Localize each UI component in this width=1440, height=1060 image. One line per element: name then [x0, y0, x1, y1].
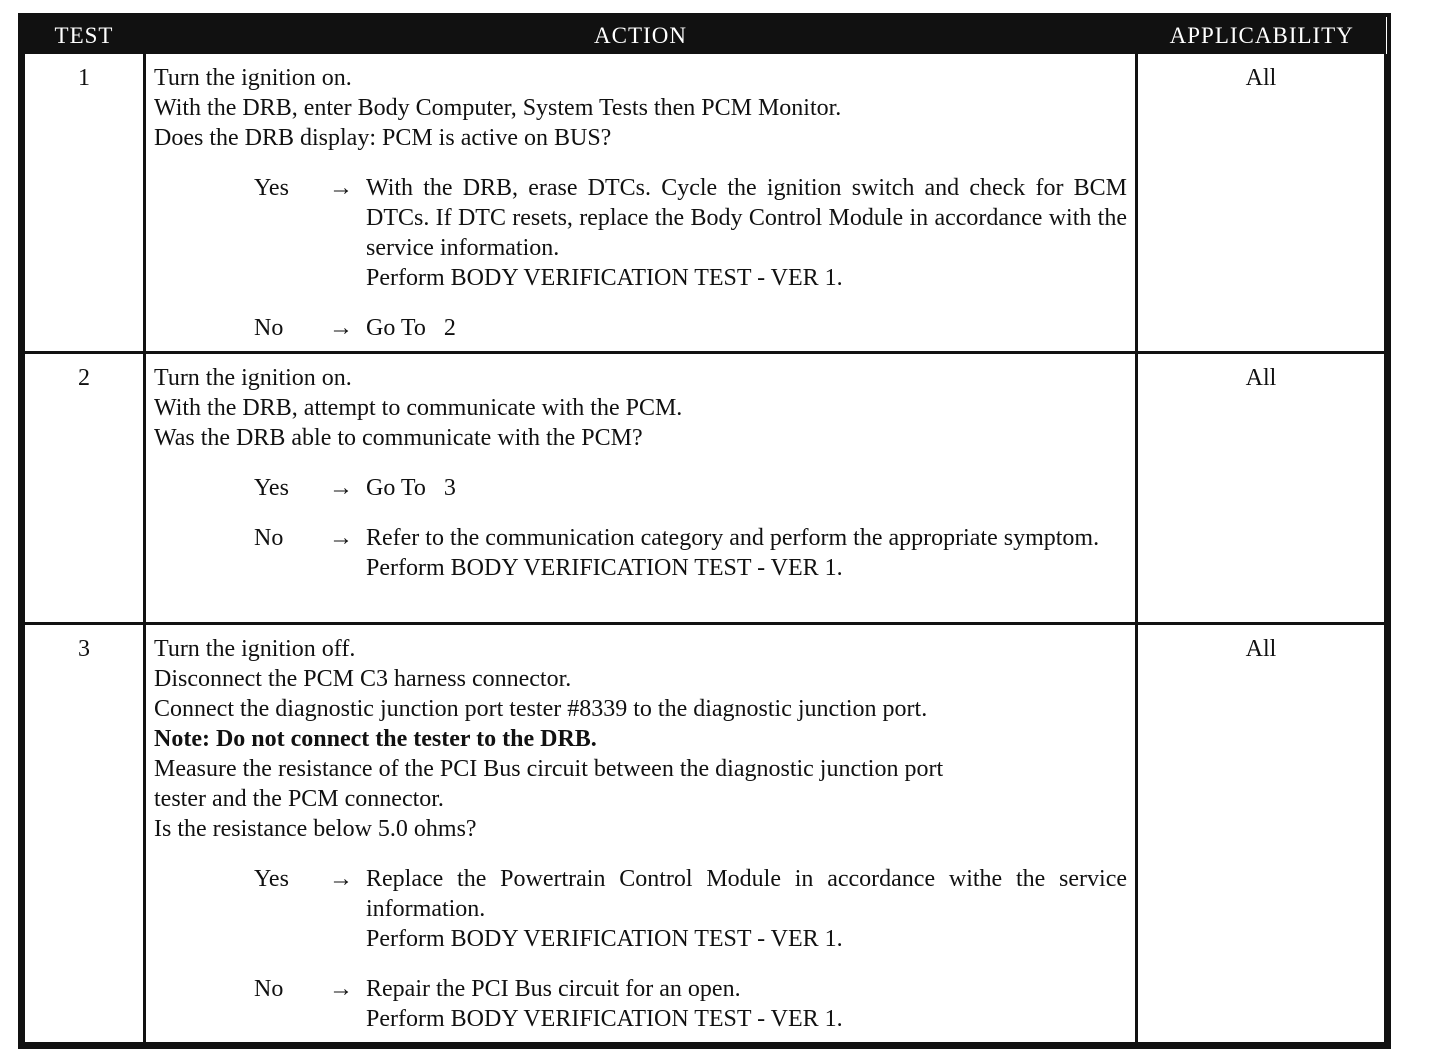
outcome-label: No [254, 525, 284, 551]
action-cell [145, 624, 1137, 1044]
test-number: 2 [24, 353, 145, 624]
step: Turn the ignition off. [154, 636, 356, 662]
outcome-no [154, 974, 1127, 1034]
outcome-label: No [254, 976, 284, 1002]
applicability-value: All [1137, 624, 1386, 1044]
right-arrow-icon: → [329, 475, 353, 501]
outcome-text [366, 173, 1127, 293]
outcome-line: With the DRB, erase DTCs. Cycle the ignition switch and check for BCM DTCs. If DTC resets, replace the Body Control Module in accordance with the service information. [366, 175, 1127, 261]
step: tester and the PCM connector. [154, 786, 444, 812]
outcome-line: Go To 2 [366, 315, 456, 341]
diagnostic-table [18, 13, 1391, 1049]
step: Disconnect the PCM C3 harness connector. [154, 666, 572, 692]
right-arrow-icon: → [329, 315, 353, 341]
header-row [24, 17, 1386, 54]
step: Turn the ignition on. [154, 365, 352, 391]
outcome-yes [154, 473, 1127, 503]
test-steps [154, 634, 1127, 844]
action-cell [145, 54, 1137, 353]
outcome-text [366, 523, 1127, 583]
step: Turn the ignition on. [154, 65, 352, 91]
test-row-1 [24, 54, 1386, 353]
step: With the DRB, attempt to communicate with the PCM. [154, 395, 683, 421]
step: Is the resistance below 5.0 ohms? [154, 816, 477, 842]
outcome-label: Yes [254, 175, 289, 201]
outcome-no [154, 523, 1127, 583]
step: Was the DRB able to communicate with the PCM? [154, 425, 643, 451]
step: Connect the diagnostic junction port tester #8339 to the diagnostic junction port. [154, 696, 928, 722]
diagnostic-table-grid [22, 17, 1387, 1045]
test-number: 1 [24, 54, 145, 353]
outcome-line: Refer to the communication category and perform the appropriate symptom. [366, 525, 1100, 551]
outcome-label: Yes [254, 866, 289, 892]
applicability-value: All [1137, 353, 1386, 624]
outcome-text [366, 473, 1127, 503]
outcome-line: Perform BODY VERIFICATION TEST - VER 1. [366, 555, 843, 581]
outcome-line: Perform BODY VERIFICATION TEST - VER 1. [366, 1006, 843, 1032]
outcome-text [366, 864, 1127, 954]
right-arrow-icon: → [329, 866, 353, 892]
applicability-value: All [1137, 54, 1386, 353]
outcome-line: Replace the Powertrain Control Module in accordance withe the service information. [366, 866, 1127, 922]
outcome-text [366, 313, 1127, 343]
step: Does the DRB display: PCM is active on BUS? [154, 125, 612, 151]
action-cell [145, 353, 1137, 624]
outcome-yes [154, 173, 1127, 293]
header-test: TEST [24, 17, 145, 54]
test-row-3 [24, 624, 1386, 1044]
outcome-yes [154, 864, 1127, 954]
step: With the DRB, enter Body Computer, System Tests then PCM Monitor. [154, 95, 842, 121]
outcome-label: No [254, 315, 284, 341]
outcome-text [366, 974, 1127, 1034]
right-arrow-icon: → [329, 525, 353, 551]
header-action: ACTION [145, 17, 1137, 54]
right-arrow-icon: → [329, 976, 353, 1002]
outcome-line: Perform BODY VERIFICATION TEST - VER 1. [366, 265, 843, 291]
test-number: 3 [24, 624, 145, 1044]
header-applicability: APPLICABILITY [1137, 17, 1386, 54]
test-steps [154, 63, 1127, 153]
right-arrow-icon: → [329, 175, 353, 201]
outcome-line: Go To 3 [366, 475, 456, 501]
note: Note: Do not connect the tester to the DRB. [154, 726, 597, 752]
test-steps [154, 363, 1127, 453]
test-row-2 [24, 353, 1386, 624]
step: Measure the resistance of the PCI Bus circuit between the diagnostic junction port [154, 756, 944, 782]
outcome-label: Yes [254, 475, 289, 501]
outcome-no [154, 313, 1127, 343]
outcome-line: Perform BODY VERIFICATION TEST - VER 1. [366, 926, 843, 952]
outcome-line: Repair the PCI Bus circuit for an open. [366, 976, 741, 1002]
